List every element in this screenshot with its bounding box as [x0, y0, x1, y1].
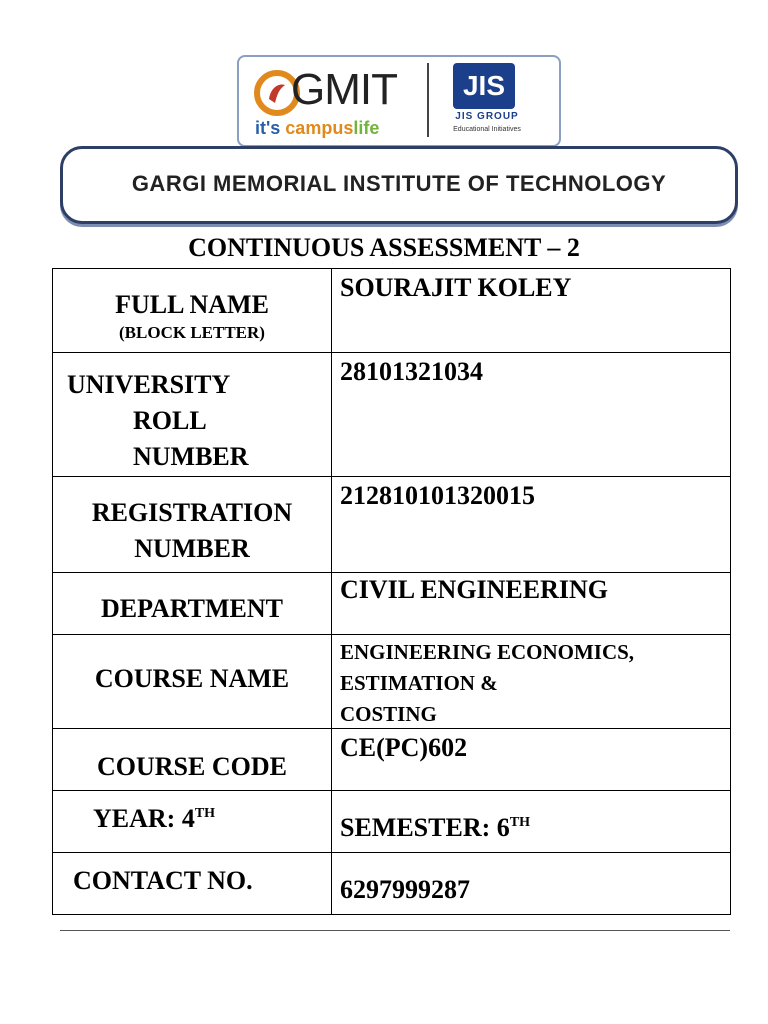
logo-tagline: it's campuslife [255, 118, 380, 138]
roll-label-line1: UNIVERSITY [67, 370, 231, 399]
bottom-divider [60, 930, 730, 931]
gmit-logo-text: GMIT [291, 65, 397, 114]
course-name-line1: ENGINEERING ECONOMICS, [340, 640, 635, 664]
semester-label: SEMESTER: 6TH [340, 813, 530, 842]
roll-number-value: 28101321034 [340, 357, 483, 386]
jis-subtext: Educational Initiatives [453, 126, 521, 133]
student-info-table [52, 268, 731, 915]
full-name-label: FULL NAME [115, 290, 269, 319]
department-label-cell [53, 573, 332, 635]
table-row-contact [53, 853, 731, 915]
course-code-label: COURSE CODE [97, 752, 287, 781]
full-name-label-cell [53, 269, 332, 353]
institute-banner [60, 146, 738, 224]
jis-group-text: JIS GROUP [455, 111, 519, 122]
registration-label-line2: NUMBER [134, 534, 250, 563]
department-value: CIVIL ENGINEERING [340, 575, 609, 604]
registration-number-value: 212810101320015 [340, 481, 535, 510]
table-row-full-name [53, 269, 731, 353]
table-row-department [53, 573, 731, 635]
course-name-value [340, 637, 634, 730]
full-name-note: (BLOCK LETTER) [119, 323, 265, 342]
registration-label-cell [53, 477, 332, 573]
course-code-value-cell [332, 729, 731, 791]
full-name-value: SOURAJIT KOLEY [340, 273, 572, 302]
registration-label-line1: REGISTRATION [91, 498, 293, 527]
table-row-roll-number [53, 353, 731, 477]
college-logo [237, 55, 561, 147]
roll-value-cell [332, 353, 731, 477]
assessment-title: CONTINUOUS ASSESSMENT – 2 [188, 233, 580, 262]
year-cell [53, 791, 332, 853]
table-row-course-name [53, 635, 731, 729]
roll-label-line2: ROLL [133, 406, 207, 435]
year-label: YEAR: 4TH [93, 804, 216, 833]
course-name-line3: COSTING [340, 702, 437, 726]
course-code-value: CE(PC)602 [340, 733, 468, 762]
contact-label-cell [53, 853, 332, 915]
course-name-label-cell [53, 635, 332, 729]
contact-label: CONTACT NO. [73, 866, 253, 895]
course-name-line2: ESTIMATION & [340, 671, 498, 695]
roll-label-cell [53, 353, 332, 477]
course-code-label-cell [53, 729, 332, 791]
contact-value: 6297999287 [340, 875, 470, 904]
institute-name: GARGI MEMORIAL INSTITUTE OF TECHNOLOGY [131, 171, 667, 196]
table-row-course-code [53, 729, 731, 791]
jis-logo-badge: JIS [453, 63, 515, 109]
table-row-registration [53, 477, 731, 573]
semester-cell [332, 791, 731, 853]
full-name-value-cell [332, 269, 731, 353]
logo-divider [427, 63, 429, 137]
department-label: DEPARTMENT [100, 594, 284, 623]
table-row-year-semester [53, 791, 731, 853]
course-name-value-cell [332, 635, 731, 729]
registration-value-cell [332, 477, 731, 573]
contact-value-cell [332, 853, 731, 915]
course-name-label: COURSE NAME [94, 664, 290, 693]
roll-label-line3: NUMBER [133, 442, 249, 471]
department-value-cell [332, 573, 731, 635]
